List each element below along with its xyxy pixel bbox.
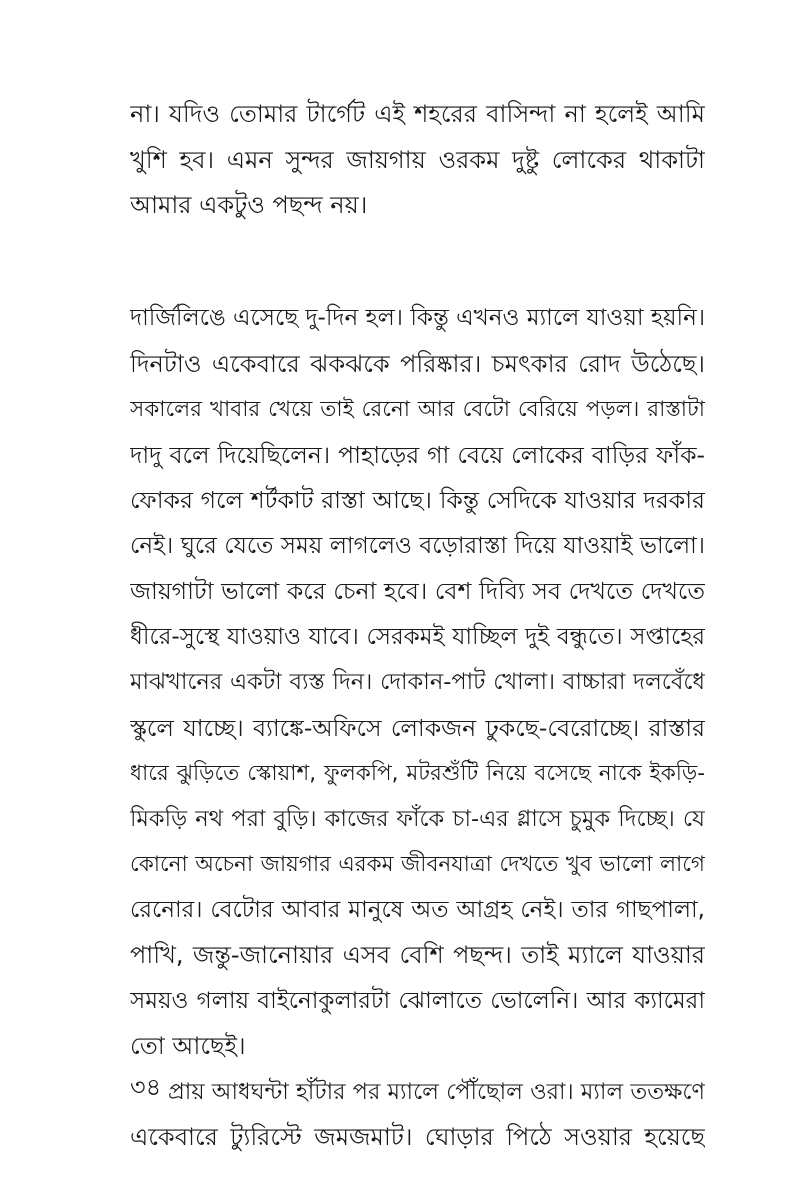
text-line: সকালের খাবার খেয়ে তাই রেনো আর বেটো বেরিয়ে পড়ল। রাস্তাটা [130, 397, 705, 422]
text-line: স্কুলে যাচ্ছে। ব্যাঙ্কে-অফিসে লোকজন ঢুকছে-বেরোচ্ছে। রাস্তার [130, 713, 705, 742]
text-line: মাঝখানের একটা ব্যস্ত দিন। দোকান-পাট খোলা। বাচ্চারা দলবেঁধে [130, 669, 705, 695]
text-line: জায়গাটা ভালো করে চেনা হবে। বেশ দিব্যি সব দেখতে দেখতে [130, 577, 705, 605]
paragraph-top [130, 92, 705, 229]
page-number: ৩৪ [130, 1073, 162, 1101]
text-line: আমার একটুও পছন্দ নয়। [130, 191, 368, 219]
text-line: সময়ও গলায় বাইনোকুলারটা ঝোলাতে ভোলেনি। আর ক্যামেরা [130, 987, 705, 1014]
text-line: একেবারে ট্যুরিস্টে জমজমাট। ঘোড়ার পিঠে সওয়ার হয়েছে [130, 1123, 705, 1151]
text-line: তো আছেই। [130, 1032, 246, 1060]
text-line: দার্জিলিঙে এসেছে দু-দিন হল। কিন্তু এখনও ম্যালে যাওয়া হয়নি। [130, 305, 705, 331]
text-line: দিনটাও একেবারে ঝকঝকে পরিষ্কার। চমৎকার রোদ উঠেছে। [130, 349, 705, 378]
text-line: দাদু বলে দিয়েছিলেন। পাহাড়ের গা বেয়ে লোকের বাড়ির ফাঁক- [130, 440, 705, 469]
text-line: খুশি হব। এমন সুন্দর জায়গায় ওরকম দুষ্টু লোকের থাকাটা [130, 145, 705, 174]
text-line: নেই। ঘুরে যেতে সময় লাগলেও বড়োরাস্তা দিয়ে যাওয়াই ভালো। [130, 532, 705, 559]
paragraph-main [130, 296, 705, 1161]
text-line: ফোকর গলে শর্টকাট রাস্তা আছে। কিন্তু সেদিকে যাওয়ার দরকার [130, 486, 705, 514]
text-line: পাখি, জন্তু-জানোয়ার এসব বেশি পছন্দ। তাই ম্যালে যাওয়ার [130, 941, 705, 969]
text-line: রেনোর। বেটোর আবার মানুষে অত আগ্রহ নেই। তার গাছপালা, [130, 896, 705, 923]
text-line: মিকড়ি নথ পরা বুড়ি। কাজের ফাঁকে চা-এর গ্লাসে চুমুক দিচ্ছে। যে [130, 805, 705, 832]
text-line: না। যদিও তোমার টার্গেট এই শহরের বাসিন্দা না হলেই আমি [130, 100, 705, 128]
text-line: ধারে ঝুড়িতে স্কোয়াশ, ফুলকপি, মটরশুঁটি নিয়ে বসেছে নাকে ইকড়ি- [130, 761, 705, 786]
text-line: ধীরে-সুস্থে যাওয়াও যাবে। সেরকমই যাচ্ছিল দুই বন্ধুতে। সপ্তাহের [130, 623, 705, 650]
text-line: কোনো অচেনা জায়গার এরকম জীবনযাত্রা দেখতে খুব ভালো লাগে [130, 852, 705, 877]
text-line: প্রায় আধঘন্টা হাঁটার পর ম্যালে পৌঁছোল ওরা। ম্যাল ততক্ষণে [168, 1078, 705, 1105]
